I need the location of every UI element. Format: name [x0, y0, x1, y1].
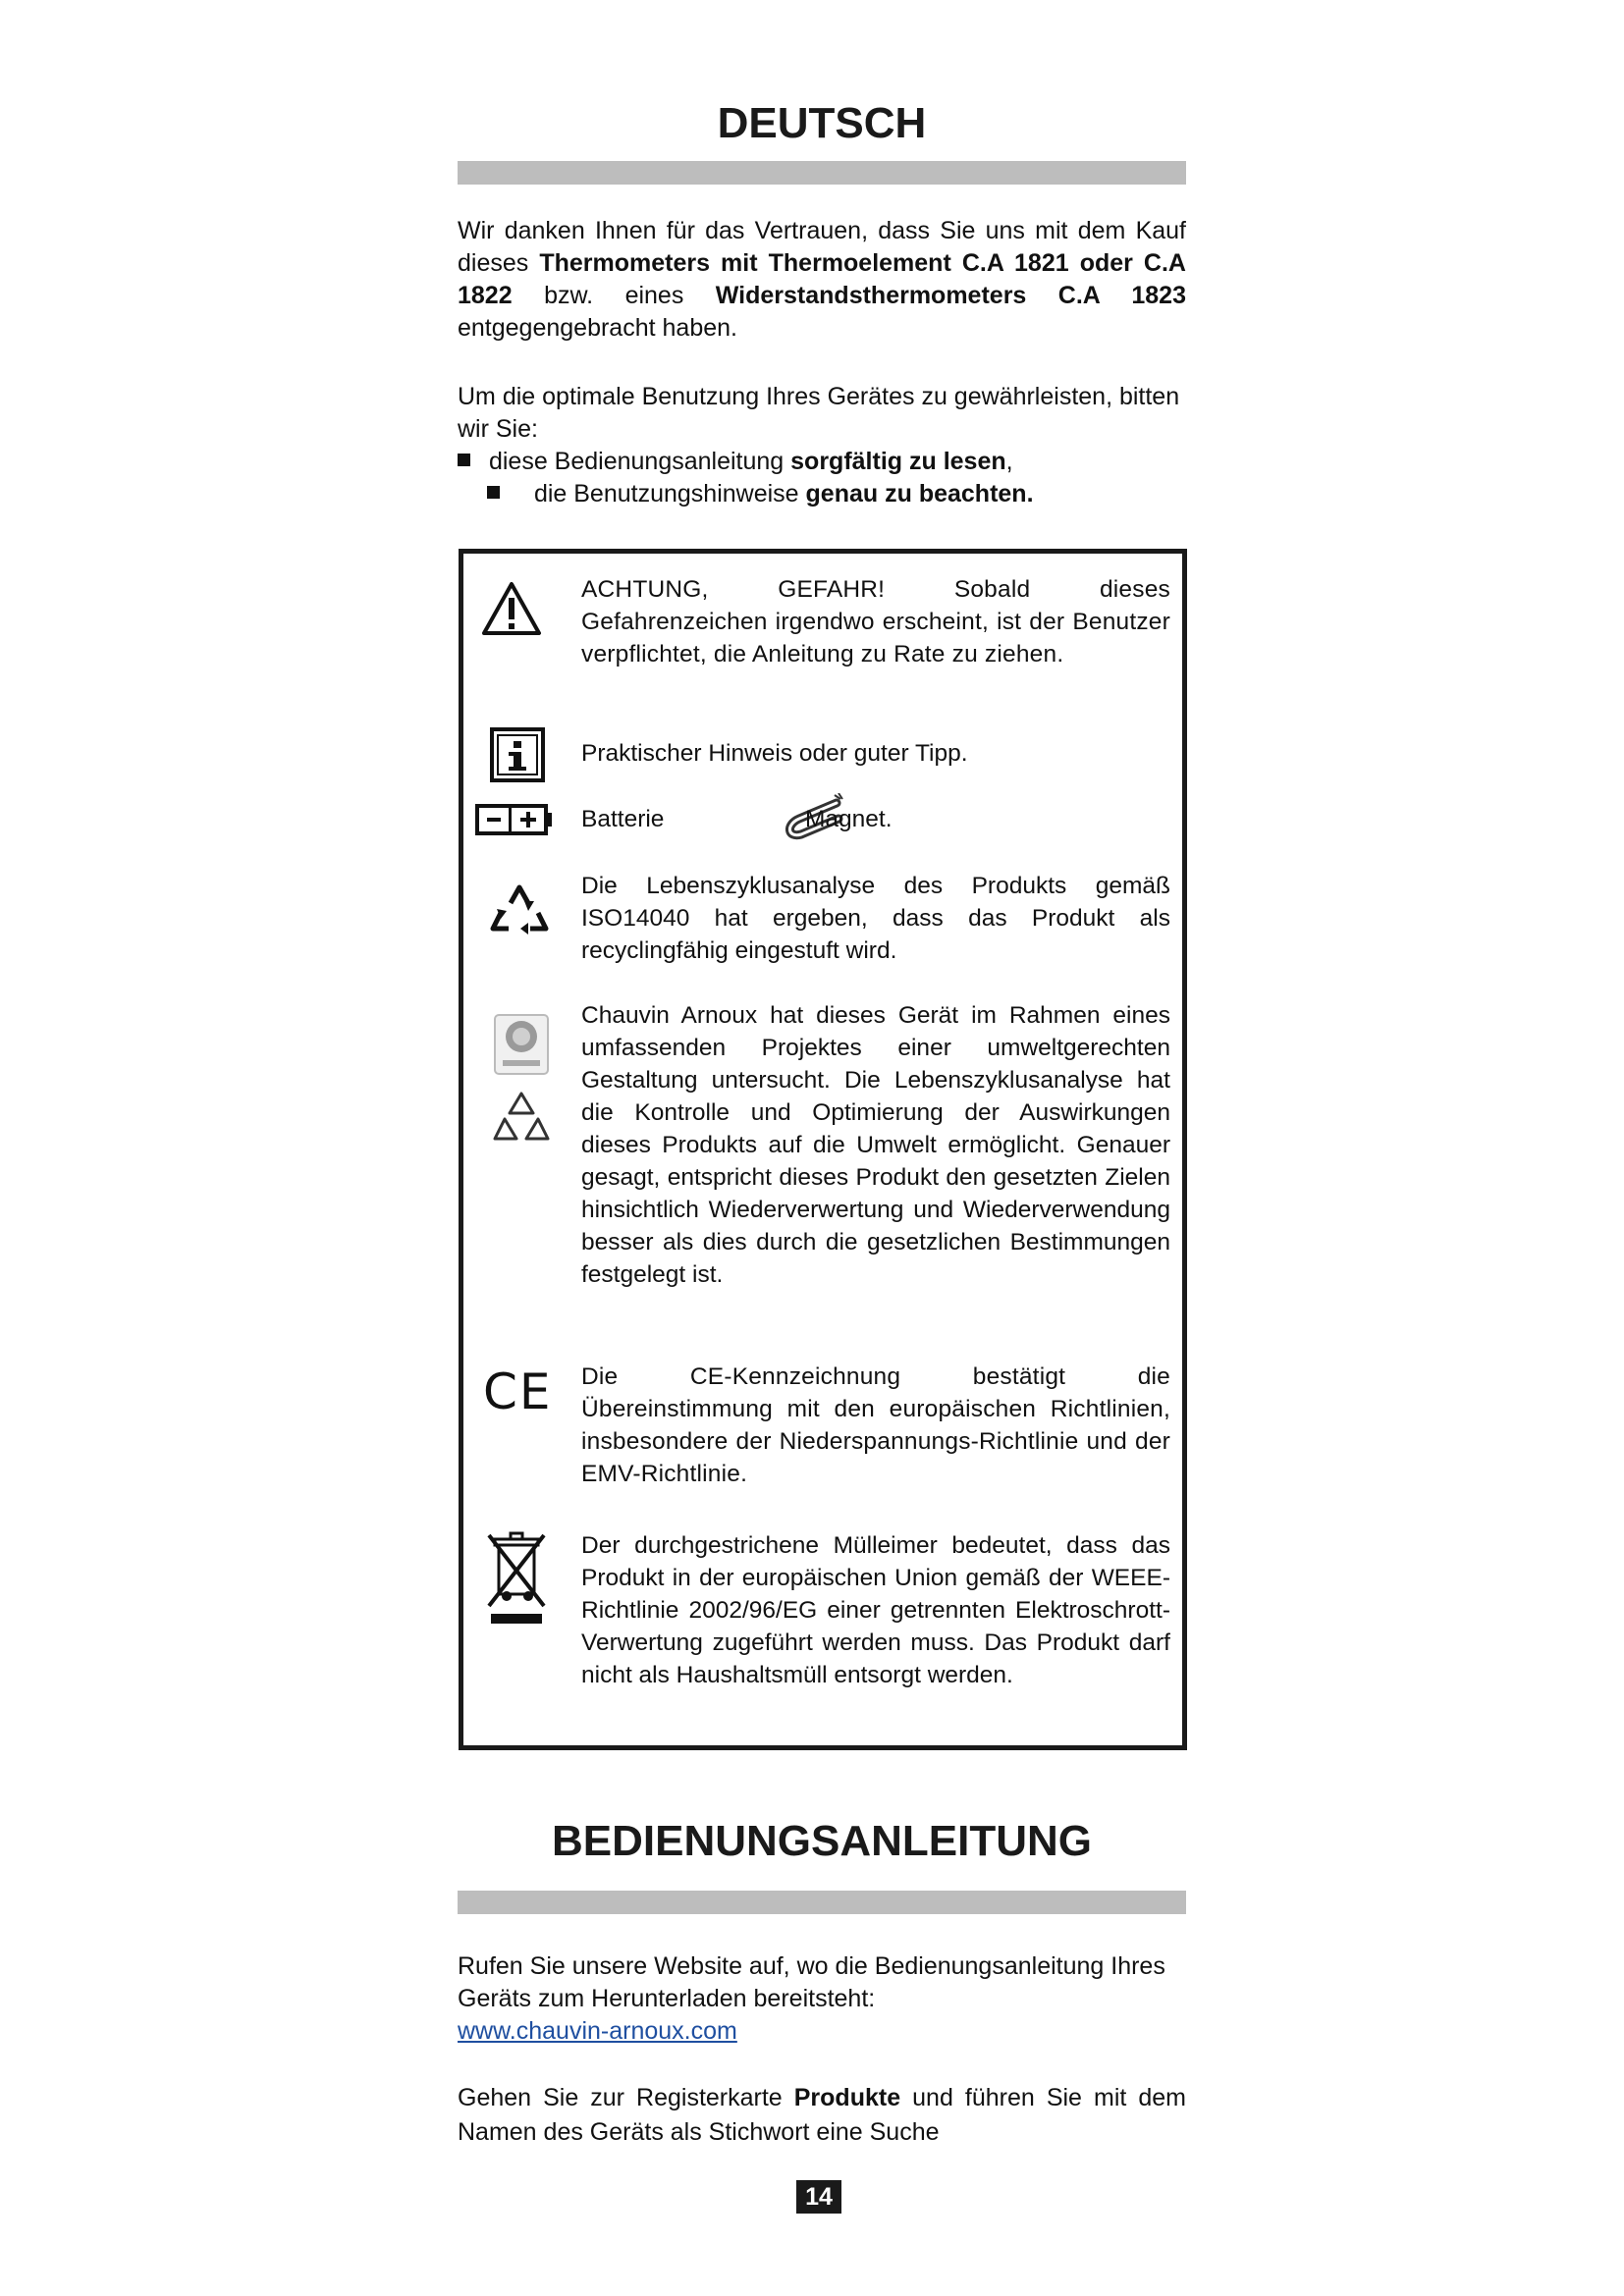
recycling-arrows-icon: [493, 1090, 550, 1145]
recycle-triangle-icon: [489, 881, 550, 940]
square-bullet-icon: [487, 486, 500, 499]
products-paragraph: [458, 2081, 1186, 2150]
symbols-box: [459, 549, 1187, 1750]
bullet-text: die Benutzungshinweise: [533, 480, 806, 507]
title-underline-bar: [458, 161, 1186, 185]
ce-mark-icon: CE: [483, 1363, 553, 1420]
bullet-bold: sorgfältig zu lesen: [790, 448, 1006, 475]
ecodesign-text: Chauvin Arnoux hat dieses Gerät im Rahmen eines umfassenden Projektes einer umweltgerechten Gestaltung untersucht. Die Lebenszyklusanalyse hat die Kontrolle und Optimierung der Auswirkungen dieses Produkts auf die Umwelt ermöglicht. Genauer gesagt, entspricht dieses Produkt den gesetzten Zielen hinsichtlich Wiederverwertung und Wiederverwendung besser als dies durch die gesetzlichen Bestimmungen festgelegt ist.: [581, 1002, 1170, 1288]
bullet-tail: ,: [1005, 448, 1013, 475]
ecodesign-logo-icon: [493, 1013, 550, 1076]
weee-text: Der durchgestrichene Mülleimer bedeutet, dass das Produkt in der europäischen Union gemäß der WEEE-Richtlinie 2002/96/EG einer getrennten Elektroschrott-Verwertung zugeführt werden muss. Das Produkt darf nicht als Haushaltsmüll entsorgt werden.: [581, 1532, 1170, 1688]
products-text-2: und führen Sie mit dem Namen des Geräts als Stichwort eine Suche: [458, 2084, 1186, 2146]
section-title-bedienungsanleitung: BEDIENUNGSANLEITUNG: [551, 1817, 1093, 1865]
bullet-text: diese Bedienungsanleitung: [488, 448, 791, 475]
list-item: [458, 478, 1186, 510]
website-block: [458, 1950, 1186, 2048]
bullet-bold: genau zu beachten.: [805, 480, 1034, 507]
website-link[interactable]: www.chauvin-arnoux.com: [458, 2017, 737, 2045]
magnet-label: Magnet.: [805, 806, 893, 832]
warning-text: ACHTUNG, GEFAHR! Sobald dieses Gefahrenzeichen irgendwo erscheint, ist der Benutzer verpflichtet, die Anleitung zu Rate zu ziehen.: [581, 576, 1170, 667]
list-item: [458, 446, 1186, 478]
intro-text-2: bzw. eines: [512, 282, 716, 309]
warning-triangle-icon: [481, 581, 542, 636]
recycle-text: Die Lebenszyklusanalyse des Produkts gemäß ISO14040 hat ergeben, dass das Produkt als recyclingfähig eingestuft wird.: [581, 873, 1170, 964]
usage-block: [458, 381, 1186, 510]
website-text: Rufen Sie unsere Website auf, wo die Bedienungsanleitung Ihres Geräts zum Herunterladen bereitsteht:: [458, 1952, 1165, 2012]
usage-intro: Um die optimale Benutzung Ihres Gerätes zu gewährleisten, bitten wir Sie:: [458, 383, 1180, 443]
usage-bullet-list: [458, 446, 1186, 510]
page-number: 14: [796, 2180, 841, 2214]
crossed-out-bin-icon: [485, 1531, 548, 1626]
title-underline-bar: [458, 1891, 1186, 1914]
battery-icon: [475, 803, 554, 836]
section-title-deutsch: DEUTSCH: [717, 99, 927, 147]
intro-bold-model-1: Thermometers mit Thermoelement C.A 1821 oder C.A 1822: [458, 249, 1186, 309]
products-block: [458, 2081, 1186, 2150]
battery-label: Batterie: [581, 806, 665, 832]
info-text: Praktischer Hinweis oder guter Tipp.: [581, 740, 968, 767]
products-text-1: Gehen Sie zur Registerkarte: [458, 2084, 794, 2111]
intro-text-1: Wir danken Ihnen für das Vertrauen, dass Sie uns mit dem Kauf dieses: [458, 217, 1186, 277]
intro-bold-model-2: Widerstandsthermometers C.A 1823: [715, 282, 1186, 309]
square-bullet-icon: [458, 454, 470, 466]
info-icon: [489, 726, 546, 783]
intro-block: [458, 215, 1186, 345]
products-bold: Produkte: [793, 2084, 901, 2111]
intro-text-3: entgegengebracht haben.: [458, 314, 737, 342]
intro-paragraph: [458, 215, 1186, 345]
ce-text: Die CE-Kennzeichnung bestätigt die Übereinstimmung mit den europäischen Richtlinien, insbesondere der Niederspannungs-Richtlinie und der EMV-Richtlinie.: [581, 1363, 1170, 1487]
